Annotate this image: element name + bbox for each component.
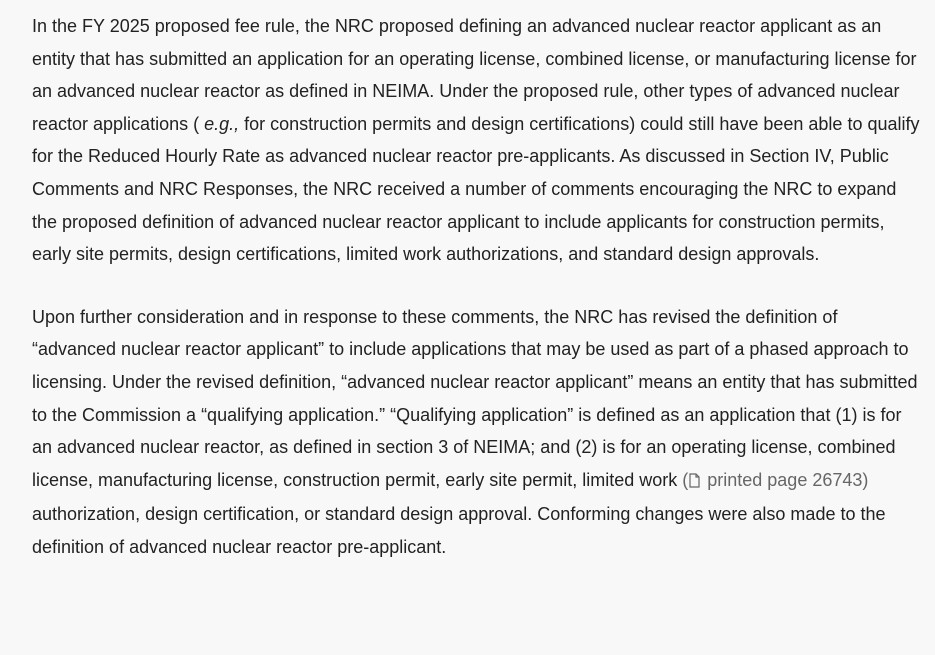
printed-page-link[interactable] — [682, 470, 868, 490]
paragraph-2-text-b: authorization, design certification, or standard design approval. Conforming changes were also made to the definition of advanced nuclear reactor pre-applicant. — [32, 504, 886, 557]
printed-page-open-paren: ( — [682, 469, 689, 490]
paragraph-2 — [32, 301, 922, 564]
paragraph-2-text-a: Upon further consideration and in response to these comments, the NRC has revised the definition of “advanced nuclear reactor applicant” to include applications that may be used as part of a phased approach to licensing. Under the revised definition, “advanced nuclear reactor applicant” means an entity that has submitted to the Commission a “qualifying application.” “Qualifying application” is defined as an application that (1) is for an advanced nuclear reactor, as defined in section 3 of NEIMA; and (2) is for an operating license, combined license, manufacturing license, construction permit, early site permit, limited work — [32, 306, 918, 490]
paragraph-1-text-a: In the FY 2025 proposed fee rule, the NRC proposed defining an advanced nuclear reactor applicant as an entity that has submitted an application for an operating license, combined license, or manufacturing license for an advanced nuclear reactor as defined in NEIMA. Under the proposed rule, other types of advanced nuclear reactor applications ( — [32, 16, 917, 134]
document-body — [32, 10, 922, 564]
printed-page-label: printed page 26743) — [702, 469, 869, 490]
paragraph-1 — [32, 10, 922, 271]
paragraph-1-text-b: for construction permits and design certifications) could still have been able to qualify for the Reduced Hourly Rate as advanced nuclear reactor pre-applicants. As discussed in Section IV, Public Comments and NRC Responses, the NRC received a number of comments encouraging the NRC to expand the proposed definition of advanced nuclear reactor applicant to include applicants for construction permits, early site permits, design certifications, limited work authorizations, and standard design approvals. — [32, 113, 920, 265]
eg-abbreviation: e.g., — [204, 113, 240, 134]
page-icon — [689, 466, 700, 499]
